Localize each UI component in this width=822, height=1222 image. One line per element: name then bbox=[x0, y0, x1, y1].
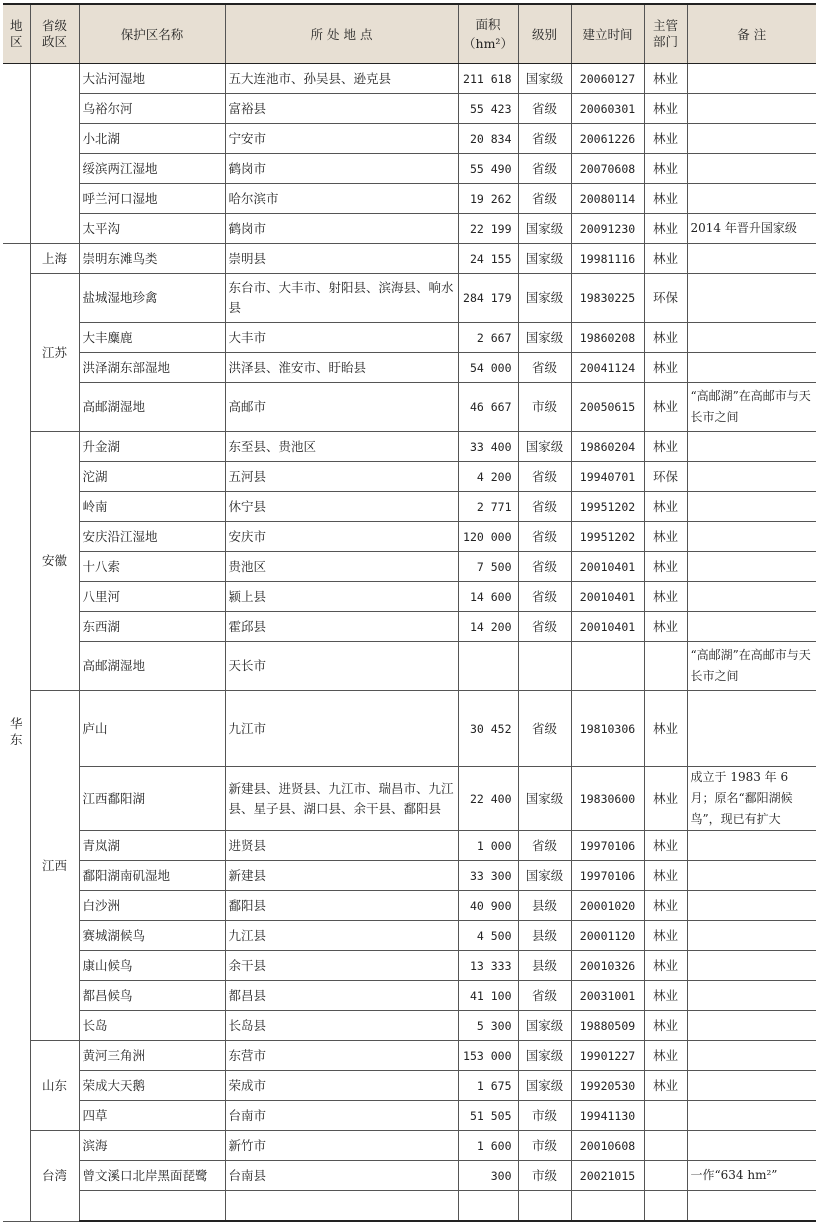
date-cell: 20001120 bbox=[571, 921, 644, 951]
date-cell: 20010326 bbox=[571, 951, 644, 981]
date-cell: 19860208 bbox=[571, 323, 644, 353]
name-cell: 四草 bbox=[79, 1101, 225, 1131]
level-cell: 市级 bbox=[518, 1131, 571, 1161]
area-cell: 2 667 bbox=[458, 323, 518, 353]
remark-cell bbox=[687, 94, 816, 124]
level-cell: 省级 bbox=[518, 981, 571, 1011]
name-cell: 鄱阳湖南矶湿地 bbox=[79, 861, 225, 891]
location-cell: 洪泽县、淮安市、盱眙县 bbox=[225, 353, 458, 383]
table-row bbox=[3, 951, 816, 981]
date-cell: 20061226 bbox=[571, 124, 644, 154]
remark-cell bbox=[687, 1071, 816, 1101]
header-name: 保护区名称 bbox=[79, 4, 225, 64]
area-cell: 7 500 bbox=[458, 552, 518, 582]
table-row bbox=[3, 612, 816, 642]
dept-cell: 林业 bbox=[644, 861, 687, 891]
date-cell: 20001020 bbox=[571, 891, 644, 921]
header-row bbox=[3, 4, 816, 64]
date-cell: 19860204 bbox=[571, 432, 644, 462]
table-row bbox=[3, 353, 816, 383]
remark-cell bbox=[687, 124, 816, 154]
level-cell: 省级 bbox=[518, 691, 571, 767]
name-cell: 沱湖 bbox=[79, 462, 225, 492]
table-row bbox=[3, 1161, 816, 1191]
date-cell: 19941130 bbox=[571, 1101, 644, 1131]
table-row bbox=[3, 432, 816, 462]
table-row bbox=[3, 492, 816, 522]
name-cell: 十八索 bbox=[79, 552, 225, 582]
remark-cell bbox=[687, 1101, 816, 1131]
dept-cell: 林业 bbox=[644, 214, 687, 244]
area-cell: 211 618 bbox=[458, 64, 518, 94]
date-cell: 20041124 bbox=[571, 353, 644, 383]
table-row bbox=[3, 1191, 816, 1222]
name-cell: 盐城湿地珍禽 bbox=[79, 274, 225, 323]
remark-cell bbox=[687, 951, 816, 981]
header-remark: 备 注 bbox=[687, 4, 816, 64]
level-cell bbox=[518, 642, 571, 691]
area-cell: 46 667 bbox=[458, 383, 518, 432]
remark-cell bbox=[687, 831, 816, 861]
header-level: 级别 bbox=[518, 4, 571, 64]
date-cell: 20091230 bbox=[571, 214, 644, 244]
location-cell: 鄱阳县 bbox=[225, 891, 458, 921]
location-cell: 哈尔滨市 bbox=[225, 184, 458, 214]
level-cell: 国家级 bbox=[518, 861, 571, 891]
dept-cell: 林业 bbox=[644, 244, 687, 274]
name-cell: 长岛 bbox=[79, 1011, 225, 1041]
level-cell: 省级 bbox=[518, 492, 571, 522]
table-row bbox=[3, 891, 816, 921]
location-cell: 长岛县 bbox=[225, 1011, 458, 1041]
date-cell: 19940701 bbox=[571, 462, 644, 492]
level-cell: 县级 bbox=[518, 951, 571, 981]
level-cell: 省级 bbox=[518, 522, 571, 552]
name-cell: 曾文溪口北岸黑面琵鹭 bbox=[79, 1161, 225, 1191]
location-cell: 五大连池市、孙吴县、逊克县 bbox=[225, 64, 458, 94]
province-cell: 上海 bbox=[30, 244, 79, 274]
table-row bbox=[3, 462, 816, 492]
location-cell: 天长市 bbox=[225, 642, 458, 691]
level-cell: 省级 bbox=[518, 552, 571, 582]
area-cell: 14 200 bbox=[458, 612, 518, 642]
location-cell: 颍上县 bbox=[225, 582, 458, 612]
level-cell bbox=[518, 1191, 571, 1222]
remark-cell bbox=[687, 582, 816, 612]
region-cell bbox=[3, 244, 30, 1222]
dept-cell bbox=[644, 1191, 687, 1222]
remark-cell bbox=[687, 492, 816, 522]
area-cell: 153 000 bbox=[458, 1041, 518, 1071]
table-row bbox=[3, 1071, 816, 1101]
name-cell: 崇明东滩鸟类 bbox=[79, 244, 225, 274]
name-cell: 都昌候鸟 bbox=[79, 981, 225, 1011]
location-cell: 霍邱县 bbox=[225, 612, 458, 642]
table-row bbox=[3, 921, 816, 951]
remark-cell: 2014 年晋升国家级 bbox=[687, 214, 816, 244]
dept-cell bbox=[644, 1101, 687, 1131]
area-cell: 14 600 bbox=[458, 582, 518, 612]
date-cell: 20080114 bbox=[571, 184, 644, 214]
remark-cell: 成立于 1983 年 6 月；原名“鄱阳湖候鸟”，现已有扩大 bbox=[687, 767, 816, 831]
dept-cell: 林业 bbox=[644, 951, 687, 981]
level-cell: 国家级 bbox=[518, 64, 571, 94]
remark-cell: “高邮湖”在高邮市与天长市之间 bbox=[687, 383, 816, 432]
area-cell: 24 155 bbox=[458, 244, 518, 274]
table-row bbox=[3, 64, 816, 94]
table-row bbox=[3, 184, 816, 214]
level-cell: 国家级 bbox=[518, 1011, 571, 1041]
remark-cell bbox=[687, 522, 816, 552]
reserve-table bbox=[3, 3, 816, 1222]
name-cell: 八里河 bbox=[79, 582, 225, 612]
area-cell: 33 300 bbox=[458, 861, 518, 891]
area-cell: 20 834 bbox=[458, 124, 518, 154]
name-cell bbox=[79, 1191, 225, 1222]
dept-cell: 林业 bbox=[644, 353, 687, 383]
area-cell: 1 600 bbox=[458, 1131, 518, 1161]
header-dept: 主管部门 bbox=[644, 4, 687, 64]
location-cell: 东台市、大丰市、射阳县、滨海县、响水县 bbox=[225, 274, 458, 323]
name-cell: 岭南 bbox=[79, 492, 225, 522]
name-cell: 滨海 bbox=[79, 1131, 225, 1161]
location-cell: 大丰市 bbox=[225, 323, 458, 353]
level-cell: 省级 bbox=[518, 184, 571, 214]
area-cell: 4 200 bbox=[458, 462, 518, 492]
region-cell-empty bbox=[3, 64, 30, 244]
dept-cell: 林业 bbox=[644, 552, 687, 582]
area-cell: 51 505 bbox=[458, 1101, 518, 1131]
location-cell: 进贤县 bbox=[225, 831, 458, 861]
level-cell: 省级 bbox=[518, 831, 571, 861]
table-row bbox=[3, 1101, 816, 1131]
dept-cell: 林业 bbox=[644, 612, 687, 642]
dept-cell: 林业 bbox=[644, 1071, 687, 1101]
location-cell: 九江市 bbox=[225, 691, 458, 767]
level-cell: 省级 bbox=[518, 582, 571, 612]
name-cell: 江西鄱阳湖 bbox=[79, 767, 225, 831]
date-cell: 19981116 bbox=[571, 244, 644, 274]
area-cell: 22 400 bbox=[458, 767, 518, 831]
table-row bbox=[3, 582, 816, 612]
dept-cell: 林业 bbox=[644, 1041, 687, 1071]
table-row bbox=[3, 1041, 816, 1071]
area-cell: 54 000 bbox=[458, 353, 518, 383]
table-row bbox=[3, 323, 816, 353]
date-cell: 19830225 bbox=[571, 274, 644, 323]
dept-cell bbox=[644, 642, 687, 691]
level-cell: 市级 bbox=[518, 1161, 571, 1191]
table-row bbox=[3, 861, 816, 891]
remark-cell bbox=[687, 323, 816, 353]
date-cell bbox=[571, 1191, 644, 1222]
location-cell: 台南市 bbox=[225, 1101, 458, 1131]
area-cell: 300 bbox=[458, 1161, 518, 1191]
date-cell: 20031001 bbox=[571, 981, 644, 1011]
date-cell: 19951202 bbox=[571, 492, 644, 522]
location-cell: 崇明县 bbox=[225, 244, 458, 274]
level-cell: 国家级 bbox=[518, 1071, 571, 1101]
dept-cell: 林业 bbox=[644, 921, 687, 951]
remark-cell bbox=[687, 612, 816, 642]
area-cell bbox=[458, 1191, 518, 1222]
name-cell: 洪泽湖东部湿地 bbox=[79, 353, 225, 383]
area-cell: 41 100 bbox=[458, 981, 518, 1011]
dept-cell: 环保 bbox=[644, 462, 687, 492]
area-cell: 22 199 bbox=[458, 214, 518, 244]
location-cell: 安庆市 bbox=[225, 522, 458, 552]
date-cell: 20010401 bbox=[571, 612, 644, 642]
level-cell: 国家级 bbox=[518, 432, 571, 462]
table-row bbox=[3, 691, 816, 767]
remark-cell bbox=[687, 1011, 816, 1041]
remark-cell bbox=[687, 154, 816, 184]
area-cell: 40 900 bbox=[458, 891, 518, 921]
dept-cell: 林业 bbox=[644, 891, 687, 921]
header-region: 地区 bbox=[3, 4, 30, 64]
date-cell: 20021015 bbox=[571, 1161, 644, 1191]
dept-cell bbox=[644, 1161, 687, 1191]
remark-cell bbox=[687, 184, 816, 214]
province-cell: 安徽 bbox=[30, 432, 79, 691]
name-cell: 赛城湖候鸟 bbox=[79, 921, 225, 951]
remark-cell bbox=[687, 1191, 816, 1222]
area-cell: 19 262 bbox=[458, 184, 518, 214]
area-cell: 13 333 bbox=[458, 951, 518, 981]
dept-cell: 林业 bbox=[644, 64, 687, 94]
area-cell: 4 500 bbox=[458, 921, 518, 951]
remark-cell bbox=[687, 552, 816, 582]
date-cell: 20010401 bbox=[571, 582, 644, 612]
date-cell: 19880509 bbox=[571, 1011, 644, 1041]
name-cell: 青岚湖 bbox=[79, 831, 225, 861]
date-cell: 19901227 bbox=[571, 1041, 644, 1071]
dept-cell: 林业 bbox=[644, 831, 687, 861]
level-cell: 市级 bbox=[518, 1101, 571, 1131]
level-cell: 省级 bbox=[518, 612, 571, 642]
area-cell: 55 423 bbox=[458, 94, 518, 124]
date-cell bbox=[571, 642, 644, 691]
level-cell: 省级 bbox=[518, 154, 571, 184]
area-cell: 30 452 bbox=[458, 691, 518, 767]
location-cell: 鹤岗市 bbox=[225, 214, 458, 244]
level-cell: 省级 bbox=[518, 353, 571, 383]
table-row bbox=[3, 124, 816, 154]
region-label: 华东 bbox=[9, 716, 23, 748]
location-cell: 东营市 bbox=[225, 1041, 458, 1071]
name-cell: 高邮湖湿地 bbox=[79, 642, 225, 691]
dept-cell: 林业 bbox=[644, 124, 687, 154]
name-cell: 呼兰河口湿地 bbox=[79, 184, 225, 214]
table-row bbox=[3, 274, 816, 323]
date-cell: 20050615 bbox=[571, 383, 644, 432]
remark-cell bbox=[687, 981, 816, 1011]
location-cell: 东至县、贵池区 bbox=[225, 432, 458, 462]
area-cell: 5 300 bbox=[458, 1011, 518, 1041]
location-cell: 高邮市 bbox=[225, 383, 458, 432]
dept-cell: 环保 bbox=[644, 274, 687, 323]
name-cell: 绥滨两江湿地 bbox=[79, 154, 225, 184]
date-cell: 19970106 bbox=[571, 831, 644, 861]
table-row bbox=[3, 383, 816, 432]
province-cell: 江西 bbox=[30, 691, 79, 1041]
location-cell bbox=[225, 1191, 458, 1222]
area-cell: 33 400 bbox=[458, 432, 518, 462]
location-cell: 富裕县 bbox=[225, 94, 458, 124]
table-row bbox=[3, 522, 816, 552]
table-row bbox=[3, 831, 816, 861]
province-cell: 山东 bbox=[30, 1041, 79, 1131]
table-row bbox=[3, 767, 816, 831]
dept-cell: 林业 bbox=[644, 323, 687, 353]
level-cell: 市级 bbox=[518, 383, 571, 432]
name-cell: 荣成大天鹅 bbox=[79, 1071, 225, 1101]
date-cell: 19830600 bbox=[571, 767, 644, 831]
location-cell: 荣成市 bbox=[225, 1071, 458, 1101]
area-cell: 120 000 bbox=[458, 522, 518, 552]
name-cell: 安庆沿江湿地 bbox=[79, 522, 225, 552]
location-cell: 新竹市 bbox=[225, 1131, 458, 1161]
table-row bbox=[3, 1131, 816, 1161]
location-cell: 九江县 bbox=[225, 921, 458, 951]
level-cell: 国家级 bbox=[518, 1041, 571, 1071]
remark-cell bbox=[687, 921, 816, 951]
header-year: 建立时间 bbox=[571, 4, 644, 64]
date-cell: 19920530 bbox=[571, 1071, 644, 1101]
dept-cell: 林业 bbox=[644, 691, 687, 767]
area-cell bbox=[458, 642, 518, 691]
dept-cell: 林业 bbox=[644, 184, 687, 214]
name-cell: 东西湖 bbox=[79, 612, 225, 642]
table-row bbox=[3, 981, 816, 1011]
table-row bbox=[3, 94, 816, 124]
dept-cell: 林业 bbox=[644, 154, 687, 184]
dept-cell: 林业 bbox=[644, 1011, 687, 1041]
table-row bbox=[3, 1011, 816, 1041]
location-cell: 五河县 bbox=[225, 462, 458, 492]
date-cell: 19970106 bbox=[571, 861, 644, 891]
level-cell: 县级 bbox=[518, 921, 571, 951]
remark-cell bbox=[687, 891, 816, 921]
location-cell: 贵池区 bbox=[225, 552, 458, 582]
level-cell: 国家级 bbox=[518, 323, 571, 353]
header-province: 省级政区 bbox=[30, 4, 79, 64]
name-cell: 小北湖 bbox=[79, 124, 225, 154]
location-cell: 鹤岗市 bbox=[225, 154, 458, 184]
name-cell: 升金湖 bbox=[79, 432, 225, 462]
location-cell: 休宁县 bbox=[225, 492, 458, 522]
dept-cell: 林业 bbox=[644, 492, 687, 522]
area-cell: 1 000 bbox=[458, 831, 518, 861]
location-cell: 都昌县 bbox=[225, 981, 458, 1011]
remark-cell bbox=[687, 861, 816, 891]
date-cell: 20060301 bbox=[571, 94, 644, 124]
level-cell: 国家级 bbox=[518, 244, 571, 274]
level-cell: 县级 bbox=[518, 891, 571, 921]
dept-cell: 林业 bbox=[644, 582, 687, 612]
date-cell: 20060127 bbox=[571, 64, 644, 94]
table-row bbox=[3, 642, 816, 691]
dept-cell: 林业 bbox=[644, 94, 687, 124]
header-area: 面积 （hm²） bbox=[458, 4, 518, 64]
remark-cell bbox=[687, 274, 816, 323]
name-cell: 康山候鸟 bbox=[79, 951, 225, 981]
province-cell bbox=[30, 64, 79, 244]
level-cell: 国家级 bbox=[518, 767, 571, 831]
name-cell: 大丰麋鹿 bbox=[79, 323, 225, 353]
table-row bbox=[3, 552, 816, 582]
date-cell: 19810306 bbox=[571, 691, 644, 767]
level-cell: 省级 bbox=[518, 94, 571, 124]
name-cell: 黄河三角洲 bbox=[79, 1041, 225, 1071]
remark-cell bbox=[687, 64, 816, 94]
name-cell: 白沙洲 bbox=[79, 891, 225, 921]
name-cell: 乌裕尔河 bbox=[79, 94, 225, 124]
remark-cell bbox=[687, 353, 816, 383]
remark-cell bbox=[687, 691, 816, 767]
level-cell: 国家级 bbox=[518, 214, 571, 244]
date-cell: 20070608 bbox=[571, 154, 644, 184]
dept-cell: 林业 bbox=[644, 522, 687, 552]
date-cell: 20010401 bbox=[571, 552, 644, 582]
table-row bbox=[3, 214, 816, 244]
dept-cell: 林业 bbox=[644, 383, 687, 432]
dept-cell bbox=[644, 1131, 687, 1161]
header-location: 所 处 地 点 bbox=[225, 4, 458, 64]
area-cell: 1 675 bbox=[458, 1071, 518, 1101]
remark-cell bbox=[687, 1041, 816, 1071]
name-cell: 高邮湖湿地 bbox=[79, 383, 225, 432]
area-cell: 55 490 bbox=[458, 154, 518, 184]
location-cell: 台南县 bbox=[225, 1161, 458, 1191]
location-cell: 新建县 bbox=[225, 861, 458, 891]
name-cell: 庐山 bbox=[79, 691, 225, 767]
name-cell: 太平沟 bbox=[79, 214, 225, 244]
remark-cell bbox=[687, 432, 816, 462]
remark-cell bbox=[687, 1131, 816, 1161]
date-cell: 19951202 bbox=[571, 522, 644, 552]
dept-cell: 林业 bbox=[644, 432, 687, 462]
location-cell: 新建县、进贤县、九江市、瑞昌市、九江县、星子县、湖口县、余干县、鄱阳县 bbox=[225, 767, 458, 831]
remark-cell: “高邮湖”在高邮市与天长市之间 bbox=[687, 642, 816, 691]
area-cell: 2 771 bbox=[458, 492, 518, 522]
province-cell: 台湾 bbox=[30, 1131, 79, 1222]
province-cell: 江苏 bbox=[30, 274, 79, 432]
dept-cell: 林业 bbox=[644, 767, 687, 831]
location-cell: 宁安市 bbox=[225, 124, 458, 154]
table-row bbox=[3, 244, 816, 274]
level-cell: 省级 bbox=[518, 462, 571, 492]
dept-cell: 林业 bbox=[644, 981, 687, 1011]
level-cell: 省级 bbox=[518, 124, 571, 154]
remark-cell bbox=[687, 244, 816, 274]
location-cell: 余干县 bbox=[225, 951, 458, 981]
level-cell: 国家级 bbox=[518, 274, 571, 323]
area-cell: 284 179 bbox=[458, 274, 518, 323]
date-cell: 20010608 bbox=[571, 1131, 644, 1161]
table-row bbox=[3, 154, 816, 184]
remark-cell: 一作“634 hm²” bbox=[687, 1161, 816, 1191]
remark-cell bbox=[687, 462, 816, 492]
name-cell: 大沾河湿地 bbox=[79, 64, 225, 94]
